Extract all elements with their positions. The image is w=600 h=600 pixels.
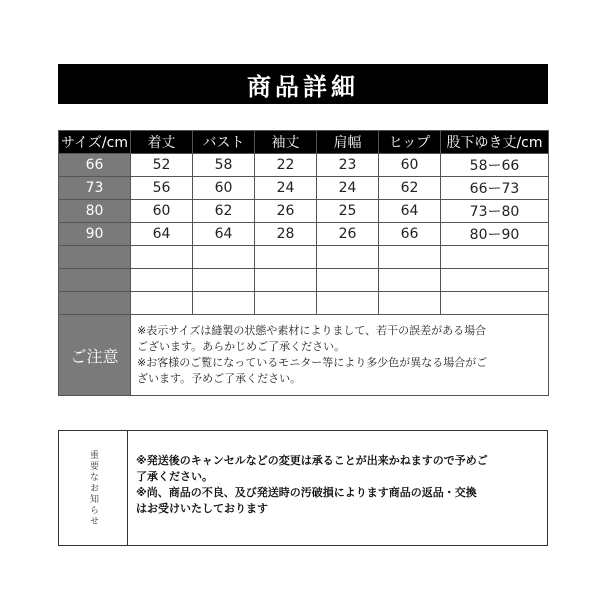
caution-row bbox=[59, 315, 549, 396]
empty-cell bbox=[193, 292, 255, 315]
table-cell: 26 bbox=[255, 200, 317, 223]
empty-cell bbox=[193, 269, 255, 292]
notice-label bbox=[59, 431, 128, 545]
notice-label-text: 重要なお知らせ bbox=[88, 449, 98, 527]
caution-line: ございます。あらかじめご了承ください。 bbox=[137, 340, 346, 353]
caution-line: ざいます。予めご了承ください。 bbox=[137, 372, 302, 385]
header-bust: バスト bbox=[193, 131, 255, 154]
table-cell: 62 bbox=[379, 177, 441, 200]
size-table bbox=[58, 130, 549, 396]
empty-cell bbox=[379, 269, 441, 292]
table-row bbox=[59, 154, 549, 177]
empty-cell bbox=[255, 269, 317, 292]
size-cell: 73 bbox=[59, 177, 131, 200]
empty-cell bbox=[441, 292, 549, 315]
size-cell: 80 bbox=[59, 200, 131, 223]
table-cell: 24 bbox=[255, 177, 317, 200]
caution-line: ※表示サイズは縫製の状態や素材によりまして、若干の誤差がある場合 bbox=[137, 324, 487, 337]
size-cell: 66 bbox=[59, 154, 131, 177]
table-cell: 73ー80 bbox=[441, 200, 549, 223]
table-cell: 64 bbox=[379, 200, 441, 223]
empty-cell bbox=[379, 246, 441, 269]
notice-line: ※発送後のキャンセルなどの変更は承ることが出来かねますので予めご bbox=[136, 454, 488, 467]
empty-size-cell bbox=[59, 269, 131, 292]
empty-cell bbox=[441, 246, 549, 269]
table-cell: 62 bbox=[193, 200, 255, 223]
empty-cell bbox=[131, 246, 193, 269]
table-cell: 66ー73 bbox=[441, 177, 549, 200]
table-cell: 60 bbox=[379, 154, 441, 177]
table-cell: 80ー90 bbox=[441, 223, 549, 246]
empty-cell bbox=[131, 292, 193, 315]
table-cell: 25 bbox=[317, 200, 379, 223]
table-cell: 66 bbox=[379, 223, 441, 246]
empty-row bbox=[59, 269, 549, 292]
table-cell: 58 bbox=[193, 154, 255, 177]
header-hip: ヒップ bbox=[379, 131, 441, 154]
size-cell: 90 bbox=[59, 223, 131, 246]
empty-size-cell bbox=[59, 292, 131, 315]
empty-cell bbox=[193, 246, 255, 269]
table-cell: 23 bbox=[317, 154, 379, 177]
empty-cell bbox=[379, 292, 441, 315]
table-row bbox=[59, 177, 549, 200]
caution-text bbox=[131, 315, 549, 396]
table-cell: 26 bbox=[317, 223, 379, 246]
header-sleeve: 袖丈 bbox=[255, 131, 317, 154]
header-length: 着丈 bbox=[131, 131, 193, 154]
caution-line: ※お客様のご覧になっているモニター等により多少色が異なる場合がご bbox=[137, 356, 488, 369]
empty-cell bbox=[317, 246, 379, 269]
table-cell: 52 bbox=[131, 154, 193, 177]
empty-row bbox=[59, 246, 549, 269]
header-size: サイズ/cm bbox=[59, 131, 131, 154]
product-details-title: 商品詳細 bbox=[58, 64, 548, 104]
caution-label: ご注意 bbox=[59, 315, 131, 396]
table-header-row bbox=[59, 131, 549, 154]
table-cell: 56 bbox=[131, 177, 193, 200]
table-cell: 60 bbox=[193, 177, 255, 200]
table-cell: 60 bbox=[131, 200, 193, 223]
important-notice-box bbox=[58, 430, 548, 546]
empty-row bbox=[59, 292, 549, 315]
table-cell: 24 bbox=[317, 177, 379, 200]
empty-cell bbox=[317, 269, 379, 292]
notice-line: はお受けいたしております bbox=[136, 502, 268, 515]
table-cell: 22 bbox=[255, 154, 317, 177]
table-row bbox=[59, 223, 549, 246]
notice-text bbox=[128, 431, 547, 545]
table-cell: 64 bbox=[193, 223, 255, 246]
header-inseam: 股下ゆき丈/cm bbox=[441, 131, 549, 154]
header-shoulder: 肩幅 bbox=[317, 131, 379, 154]
table-row bbox=[59, 200, 549, 223]
empty-cell bbox=[131, 269, 193, 292]
empty-cell bbox=[255, 246, 317, 269]
empty-cell bbox=[441, 269, 549, 292]
empty-size-cell bbox=[59, 246, 131, 269]
table-cell: 64 bbox=[131, 223, 193, 246]
empty-cell bbox=[255, 292, 317, 315]
table-cell: 28 bbox=[255, 223, 317, 246]
empty-cell bbox=[317, 292, 379, 315]
notice-line: 了承ください。 bbox=[136, 470, 213, 483]
notice-line: ※尚、商品の不良、及び発送時の汚破損によります商品の返品・交換 bbox=[136, 486, 477, 499]
table-cell: 58ー66 bbox=[441, 154, 549, 177]
